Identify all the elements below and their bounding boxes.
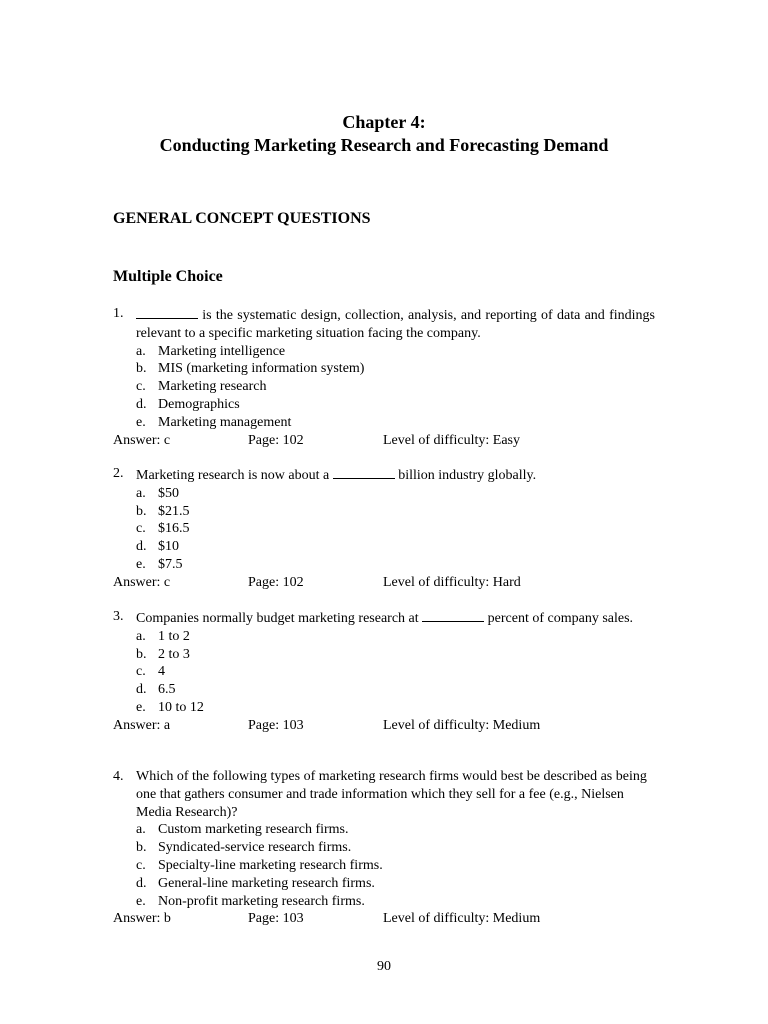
question-stem [113,608,655,628]
question-2 [113,465,655,592]
question-number: 4. [113,769,124,784]
answer-line [113,432,655,450]
option-item: d. General-line marketing research firms. [136,875,375,891]
page-reference: Page: 103 [248,717,304,733]
option-item: a. 1 to 2 [136,628,190,644]
answer-blank [333,465,395,479]
page-reference: Page: 103 [248,911,304,927]
answer-blank [136,305,198,319]
question-4 [113,768,655,928]
difficulty-level: Level of difficulty: Easy [383,432,520,448]
difficulty-level: Level of difficulty: Medium [383,911,541,927]
option-item: b. 2 to 3 [136,646,190,662]
option-item: a. Marketing intelligence [136,343,286,359]
page-reference: Page: 102 [248,432,304,448]
option-item: e. Non-profit marketing research firms. [136,893,365,909]
question-text: Marketing research is now about a billion industry globally. [136,465,655,485]
sub-heading: Multiple Choice [113,268,223,285]
question-text: Which of the following types of marketing research firms would best be described as being one that gathers consumer and trade information which they sell for a fee (e.g., Nielsen Media Research)? [136,769,647,820]
option-list [113,485,655,574]
option-item: e. $7.5 [136,556,183,572]
option-item: c. Marketing research [136,379,267,395]
page-number: 90 [377,959,391,974]
question-number: 2. [113,466,124,481]
answer-line [113,717,655,735]
difficulty-level: Level of difficulty: Medium [383,717,541,733]
option-item: b. $21.5 [136,503,190,519]
section-heading: GENERAL CONCEPT QUESTIONS [113,210,371,227]
answer-key: Answer: c [113,432,171,448]
option-item: c. $16.5 [136,521,190,537]
question-text: is the systematic design, collection, analysis, and reporting of data and findings relevant to a specific marketing situation facing the company. [136,305,655,343]
option-item: c. 4 [136,664,165,680]
question-3 [113,608,655,735]
question-stem [113,465,655,485]
option-item: a. $50 [136,485,179,501]
question-1 [113,305,655,449]
option-list [113,628,655,717]
option-list [113,821,655,910]
option-item: d. Demographics [136,396,240,412]
option-item: c. Specialty-line marketing research firms. [136,857,383,873]
option-item: d. $10 [136,539,179,555]
option-item: e. Marketing management [136,414,292,430]
option-item: b. Syndicated-service research firms. [136,840,352,856]
option-item: d. 6.5 [136,682,176,698]
option-item: e. 10 to 12 [136,699,204,715]
option-list [113,343,655,432]
question-number: 1. [113,306,124,321]
question-text: Companies normally budget marketing research at percent of company sales. [136,608,655,628]
chapter-number: Chapter 4: [342,112,426,132]
option-item: a. Custom marketing research firms. [136,822,349,838]
answer-key: Answer: c [113,574,171,590]
answer-blank [422,608,484,622]
answer-key: Answer: b [113,911,171,927]
question-stem [113,768,655,821]
question-stem [113,305,655,343]
answer-key: Answer: a [113,717,171,733]
option-item: b. MIS (marketing information system) [136,361,365,377]
answer-line [113,910,655,928]
answer-line [113,574,655,592]
page-reference: Page: 102 [248,574,304,590]
question-number: 3. [113,609,124,624]
difficulty-level: Level of difficulty: Hard [383,574,521,590]
chapter-title: Conducting Marketing Research and Forecasting Demand [159,135,609,155]
